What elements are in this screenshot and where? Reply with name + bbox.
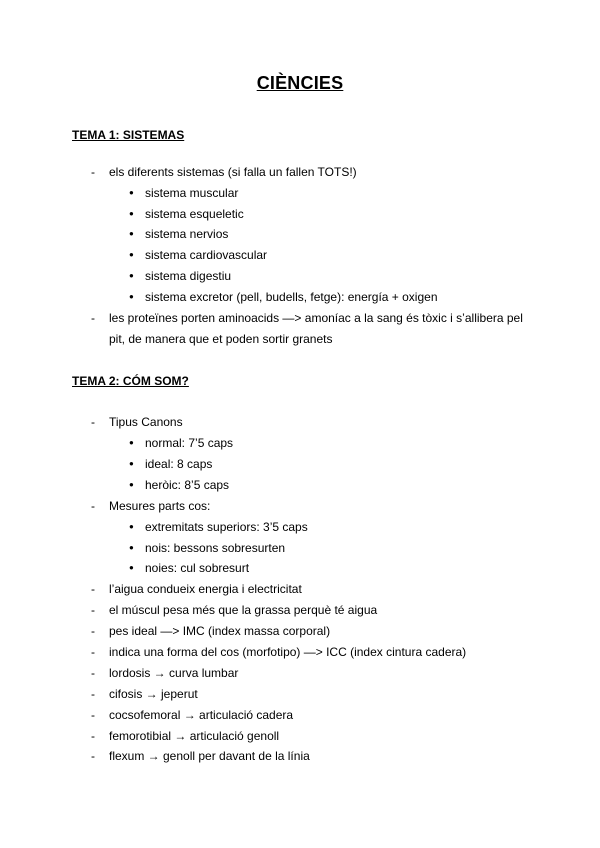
bullet-marker: ●: [129, 229, 134, 238]
list-item: flexum → genoll per davant de la línia: [109, 749, 310, 763]
bullet-marker: ●: [129, 563, 134, 572]
dash-marker: -: [91, 603, 95, 617]
dash-marker: -: [91, 729, 95, 743]
dash-marker: -: [91, 687, 95, 701]
list-subitem: sistema excretor (pell, budells, fetge): energía + oxigen: [145, 290, 438, 304]
list-item: les proteïnes porten aminoacids —> amoníac a la sang és tòxic i s’allibera pel: [109, 311, 523, 325]
list-subitem: ideal: 8 caps: [145, 457, 213, 471]
dash-marker: -: [91, 415, 95, 429]
list-item: Tipus Canons: [109, 415, 183, 429]
list-item: cocsofemoral → articulació cadera: [109, 708, 294, 722]
list-subitem: nois: bessons sobresurten: [145, 541, 286, 555]
dash-marker: -: [91, 311, 95, 325]
list-subitem: normal: 7’5 caps: [145, 436, 234, 450]
list-subitem: sistema digestiu: [145, 269, 232, 283]
section-heading-tema2: TEMA 2: CÓM SOM?: [72, 374, 189, 388]
list-item: el múscul pesa més que la grassa perquè té aigua: [109, 603, 378, 617]
bullet-marker: ●: [129, 438, 134, 447]
list-item-continuation: pit, de manera que et poden sortir granets: [109, 332, 333, 346]
dash-marker: -: [91, 624, 95, 638]
list-item: l’aigua condueix energia i electricitat: [109, 582, 302, 596]
dash-marker: -: [91, 749, 95, 763]
page-title: CIÈNCIES: [256, 73, 344, 93]
dash-marker: -: [91, 582, 95, 596]
bullet-marker: ●: [129, 459, 134, 468]
section-heading-tema1: TEMA 1: SISTEMAS: [72, 128, 185, 142]
list-subitem: sistema muscular: [145, 186, 239, 200]
dash-marker: -: [91, 165, 95, 179]
list-item: cifosis → jeperut: [109, 687, 198, 701]
dash-marker: -: [91, 708, 95, 722]
list-subitem: noies: cul sobresurt: [145, 561, 250, 575]
list-subitem: sistema nervios: [145, 227, 229, 241]
dash-marker: -: [91, 666, 95, 680]
list-item: indica una forma del cos (morfotipo) —> ICC (index cintura cadera): [109, 645, 467, 659]
list-item: pes ideal —> IMC (index massa corporal): [109, 624, 331, 638]
bullet-marker: ●: [129, 250, 134, 259]
list-item: lordosis → curva lumbar: [109, 666, 239, 680]
dash-marker: -: [91, 499, 95, 513]
bullet-marker: ●: [129, 271, 134, 280]
dash-marker: -: [91, 645, 95, 659]
list-item: Mesures parts cos:: [109, 499, 211, 513]
list-subitem: sistema cardiovascular: [145, 248, 268, 262]
bullet-marker: ●: [129, 188, 134, 197]
list-subitem: heròic: 8’5 caps: [145, 478, 230, 492]
bullet-marker: ●: [129, 480, 134, 489]
list-item: els diferents sistemas (si falla un fallen TOTS!): [109, 165, 357, 179]
bullet-marker: ●: [129, 209, 134, 218]
bullet-marker: ●: [129, 522, 134, 531]
list-item: femorotibial → articulació genoll: [109, 729, 280, 743]
list-subitem: sistema esqueletic: [145, 207, 244, 221]
bullet-marker: ●: [129, 292, 134, 301]
list-subitem: extremitats superiors: 3’5 caps: [145, 520, 308, 534]
bullet-marker: ●: [129, 543, 134, 552]
